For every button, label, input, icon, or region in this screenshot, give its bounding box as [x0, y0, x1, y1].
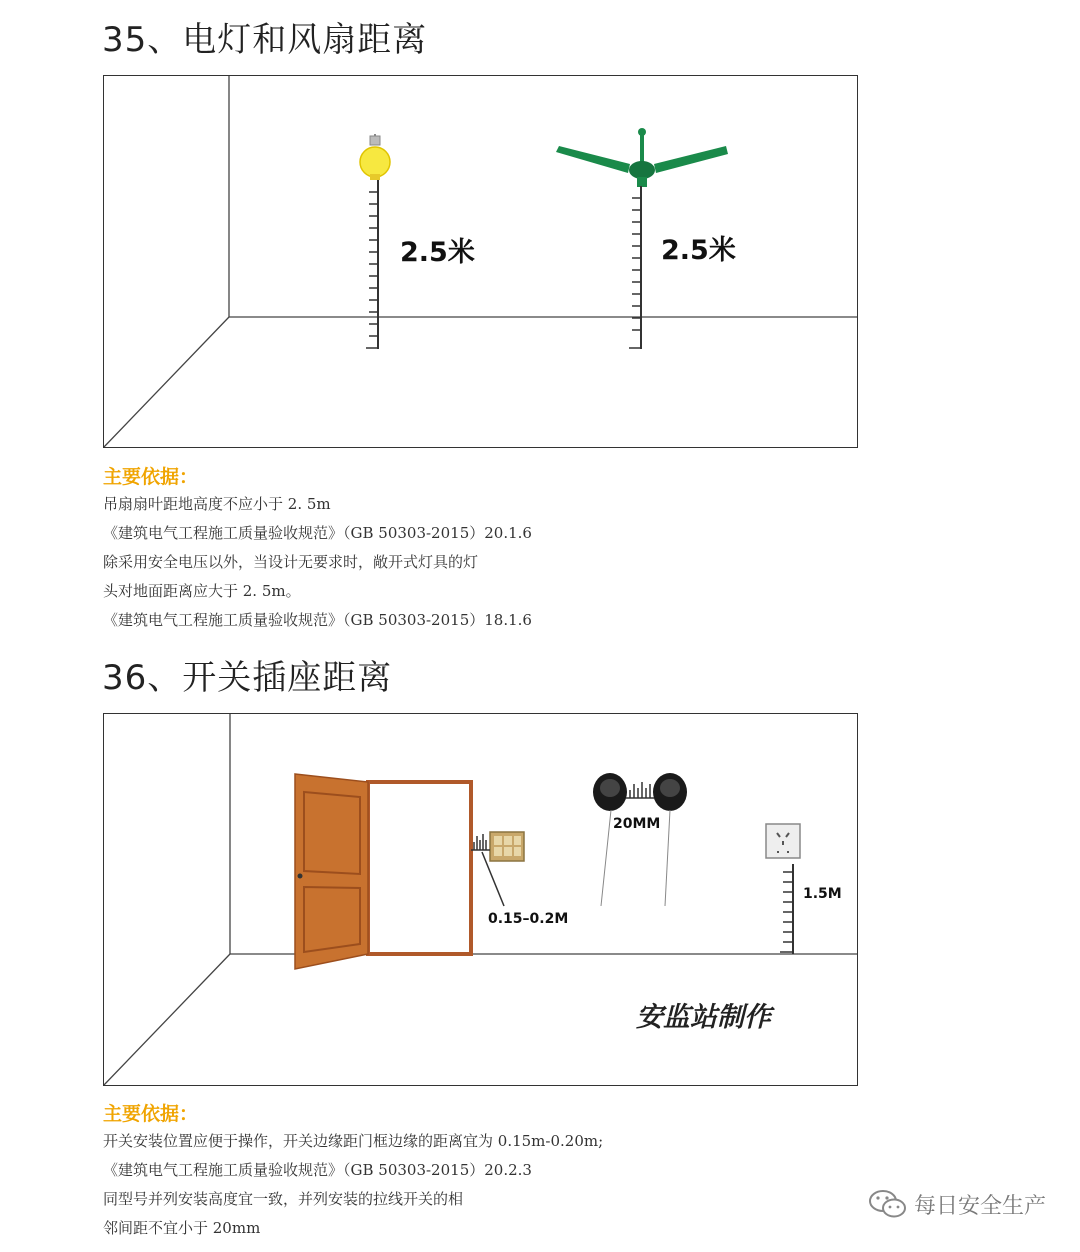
section-36-basis-label: 主要依据：	[103, 1103, 199, 1125]
section-36-basis-text	[103, 1127, 603, 1243]
door-icon	[295, 774, 471, 969]
lamp-fan-diagram	[103, 75, 858, 448]
switch-gap-ruler	[626, 782, 654, 798]
pull-switch-icon	[653, 773, 687, 906]
section-36-heading: 36、开关插座距离	[102, 658, 393, 698]
basis-line: 邻间距不宜小于 20mm	[103, 1219, 261, 1237]
wall-socket-icon	[766, 824, 800, 858]
signature-text: 安监站制作	[636, 1002, 771, 1033]
lamp-height-ruler	[366, 180, 378, 349]
door-switch-distance-label: 0.15–0.2M	[488, 911, 569, 927]
section-35-basis-label: 主要依据：	[103, 466, 199, 488]
wall-switch-icon	[490, 832, 524, 861]
basis-line: 开关安装位置应便于操作，开关边缘距门框边缘的距离宜为 0.15m-0.20m;	[103, 1132, 604, 1150]
section-35-basis-text	[103, 490, 532, 635]
ceiling-fan-icon	[556, 128, 728, 187]
basis-line: 吊扇扇叶距地高度不应小于 2. 5m	[103, 495, 331, 513]
fan-height-label: 2.5米	[661, 235, 736, 266]
socket-height-label: 1.5M	[803, 886, 842, 902]
section-35-heading: 35、电灯和风扇距离	[102, 20, 428, 60]
basis-line: 《建筑电气工程施工质量验收规范》（GB 50303-2015）20.2.3	[103, 1161, 532, 1179]
switch-gap-label: 20MM	[613, 816, 661, 832]
basis-line: 头对地面距离应大于 2. 5m。	[103, 582, 301, 600]
lamp-height-label: 2.5米	[400, 237, 475, 268]
pull-switch-icon	[593, 773, 627, 906]
basis-line: 同型号并列安装高度宜一致，并列安装的拉线开关的相	[103, 1190, 464, 1208]
basis-line: 除采用安全电压以外，当设计无要求时，敞开式灯具的灯	[103, 553, 479, 571]
switch-socket-diagram	[103, 713, 858, 1086]
socket-height-ruler	[780, 864, 793, 954]
basis-line: 《建筑电气工程施工质量验收规范》（GB 50303-2015）20.1.6	[103, 524, 532, 542]
basis-line: 《建筑电气工程施工质量验收规范》（GB 50303-2015）18.1.6	[103, 611, 532, 629]
watermark-text: 每日安全生产	[913, 1193, 1046, 1219]
wechat-icon	[868, 1188, 908, 1220]
light-bulb-icon	[360, 134, 390, 180]
fan-height-ruler	[629, 186, 641, 349]
watermark	[868, 1188, 1046, 1220]
